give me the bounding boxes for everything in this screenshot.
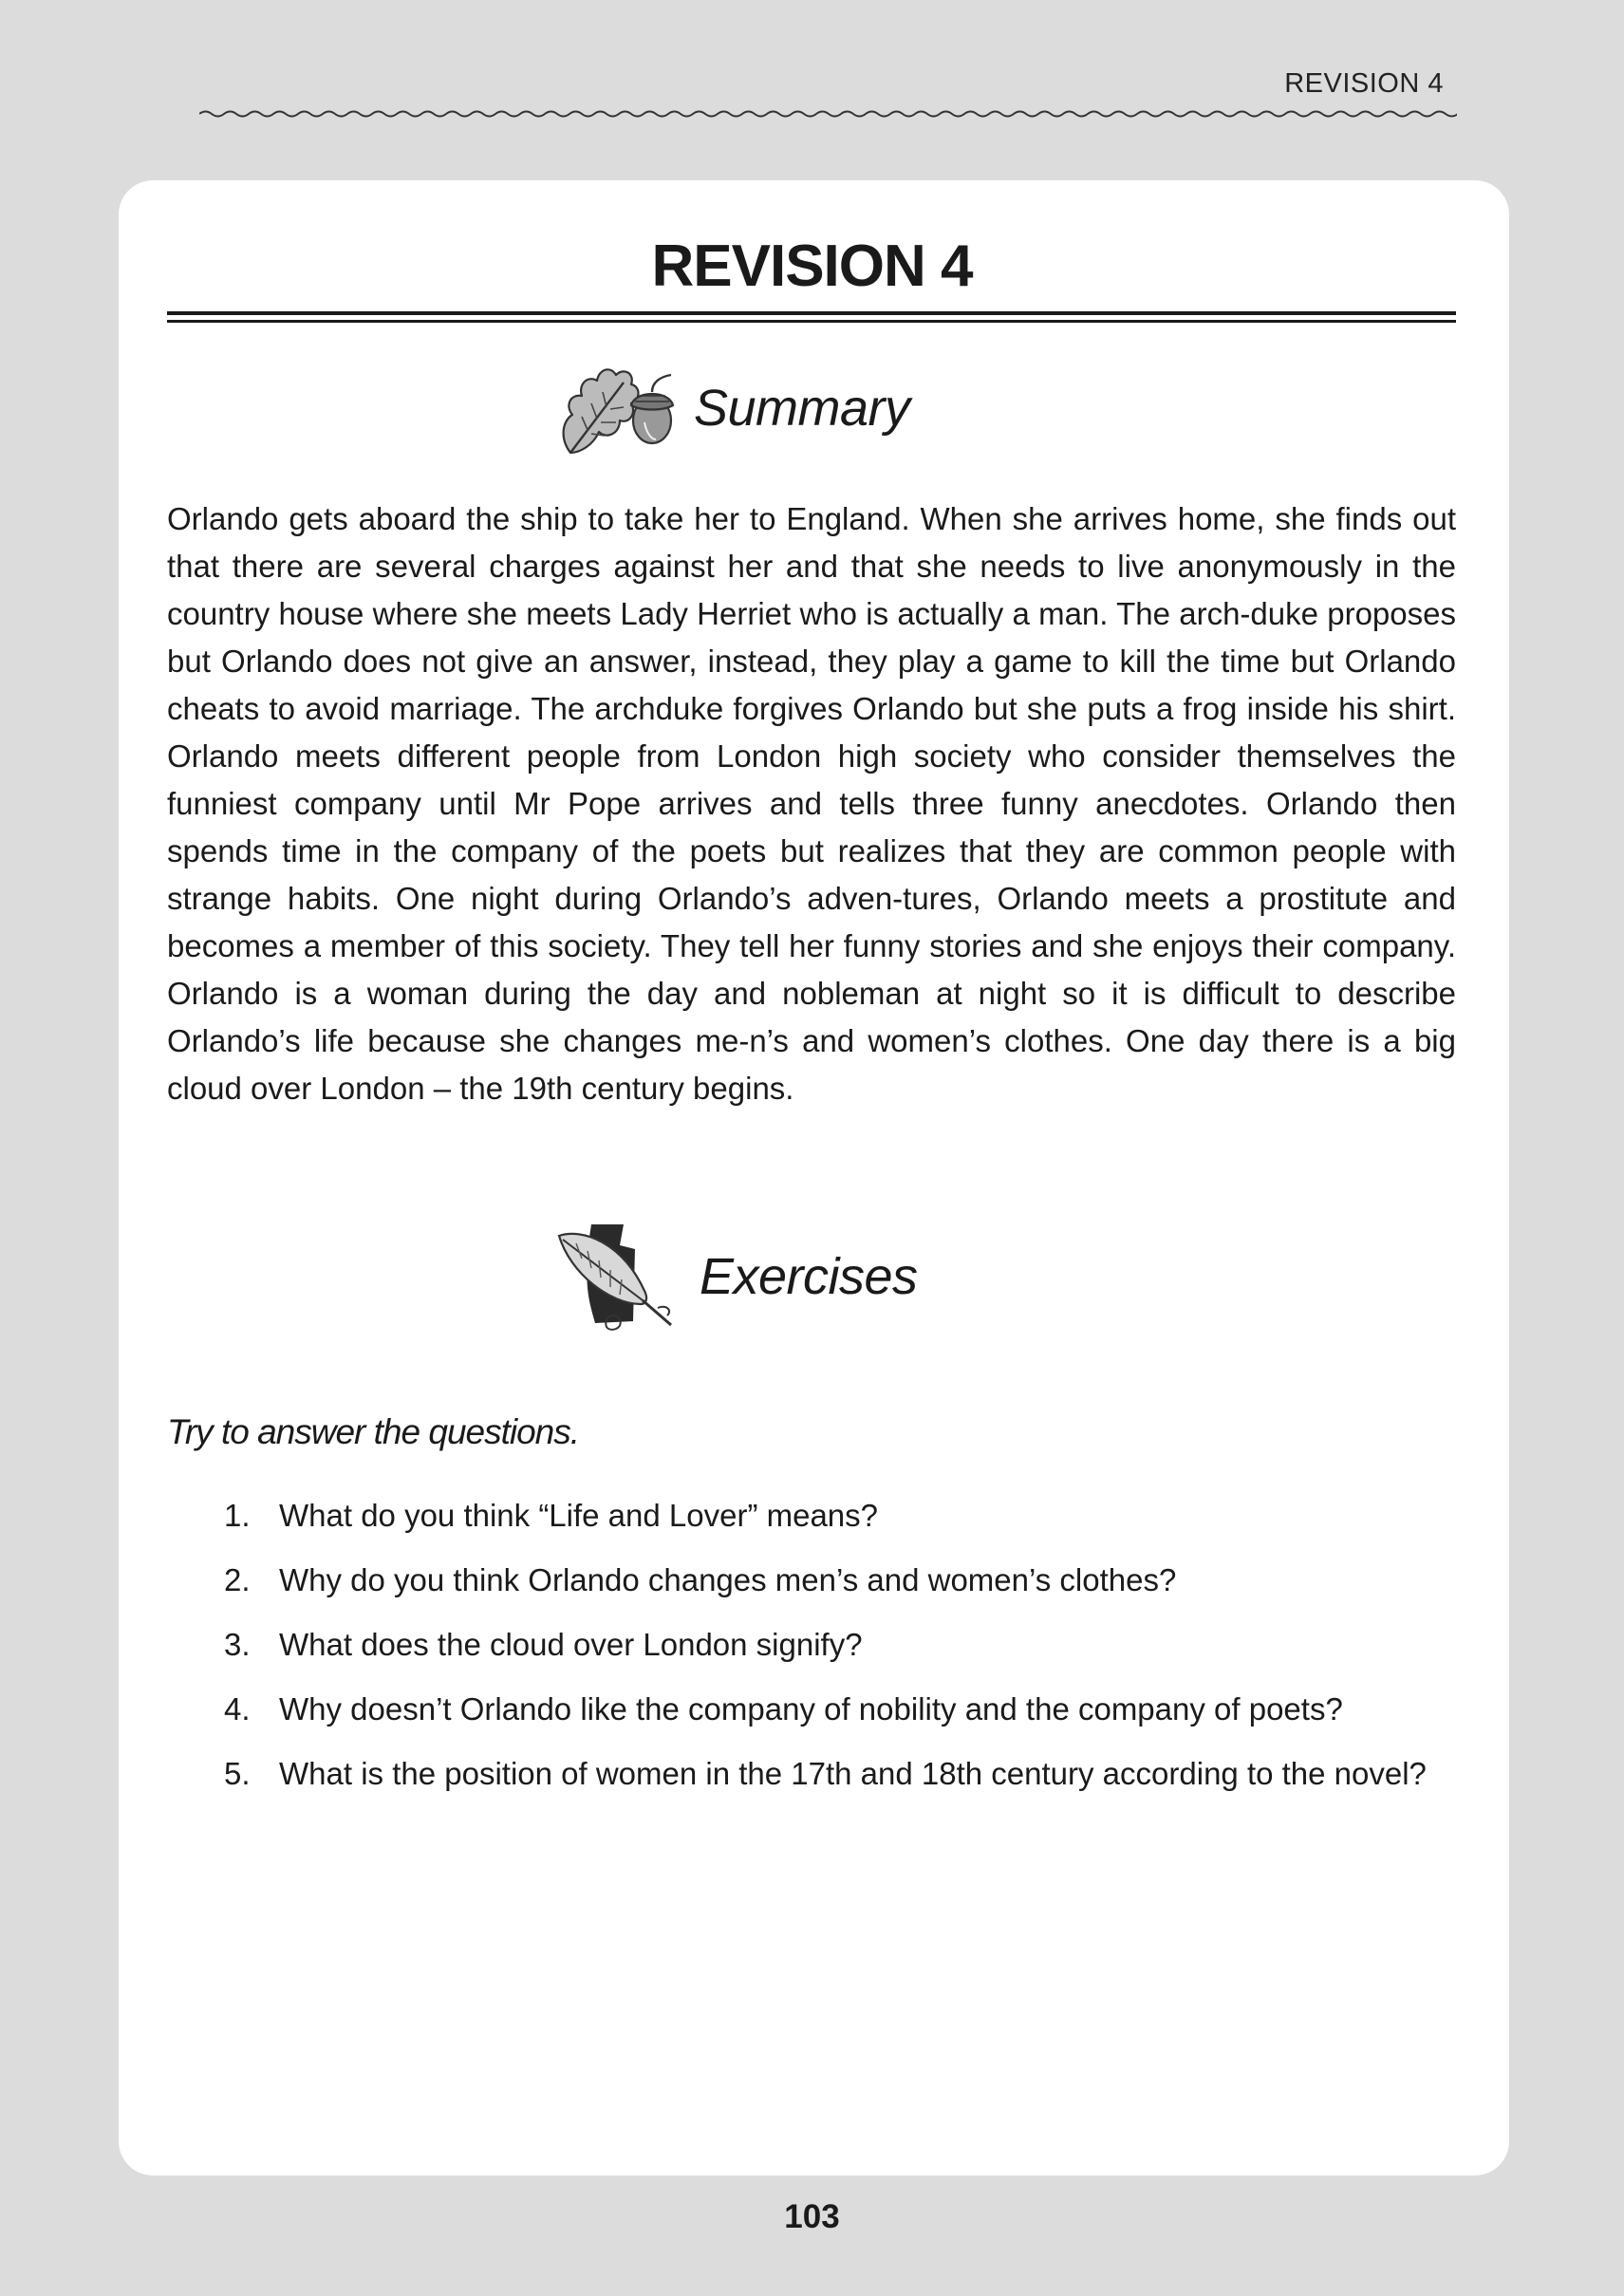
summary-heading bbox=[553, 346, 910, 470]
title-rule-top bbox=[167, 311, 1456, 315]
page-number: 103 bbox=[784, 2198, 840, 2235]
question-text: What does the cloud over London signify? bbox=[279, 1627, 863, 1662]
exercises-instruction: Try to answer the questions. bbox=[167, 1412, 580, 1451]
question-text: Why do you think Orlando changes men’s and women’s clothes? bbox=[279, 1562, 1177, 1597]
question-item bbox=[167, 1750, 1456, 1798]
question-item bbox=[167, 1686, 1456, 1733]
page-title: REVISION 4 bbox=[651, 233, 973, 299]
summary-heading-label: Summary bbox=[694, 380, 910, 437]
question-text: What is the position of women in the 17th and 18th century according to the novel? bbox=[279, 1756, 1427, 1791]
question-item bbox=[167, 1492, 1456, 1540]
questions-list bbox=[167, 1492, 1456, 1815]
running-header: REVISION 4 bbox=[1284, 68, 1444, 99]
content-card bbox=[119, 180, 1509, 2175]
question-number: 2. bbox=[224, 1562, 251, 1597]
question-item bbox=[167, 1621, 1456, 1669]
question-text: What do you think “Life and Lover” means? bbox=[279, 1498, 879, 1533]
question-item bbox=[167, 1557, 1456, 1604]
question-number: 3. bbox=[224, 1627, 251, 1662]
question-text: Why doesn’t Orlando like the company of nobility and the company of poets? bbox=[279, 1691, 1343, 1727]
exercises-heading bbox=[553, 1217, 918, 1335]
title-rule-bottom bbox=[167, 320, 1456, 323]
exercises-heading-label: Exercises bbox=[700, 1247, 918, 1305]
wavy-divider bbox=[199, 104, 1457, 123]
question-number: 1. bbox=[224, 1498, 251, 1533]
summary-paragraph: Orlando gets aboard the ship to take her to England. When she arrives home, she finds out that there are several charges against her and that she needs to live anonymously in the country house where she meets Lady Herriet who is actually a man. The arch-duke proposes but Orlando does not give an answer, instead, they play a game to kill the time but Orlando cheats to avoid marriage. The archduke forgives Orlando but she puts a frog inside his shirt. Orlando meets different people from London high society who consider themselves the funniest company until Mr Pope arrives and tells three funny anecdotes. Orlando then spends time in the company of the poets but realizes that they are common people with strange habits. One night during Orlando’s adven-tures, Orlando meets a prostitute and becomes a member of this society. They tell her funny stories and she enjoys their company. Orlando is a woman during the day and nobleman at night so it is difficult to describe Orlando’s life because she changes me-n’s and women’s clothes. One day there is a big cloud over London – the 19th century begins. bbox=[167, 501, 1456, 1106]
quill-pen-icon bbox=[553, 1217, 686, 1335]
question-number: 5. bbox=[224, 1756, 251, 1791]
oak-leaf-acorn-icon bbox=[553, 346, 686, 470]
question-number: 4. bbox=[224, 1691, 251, 1727]
